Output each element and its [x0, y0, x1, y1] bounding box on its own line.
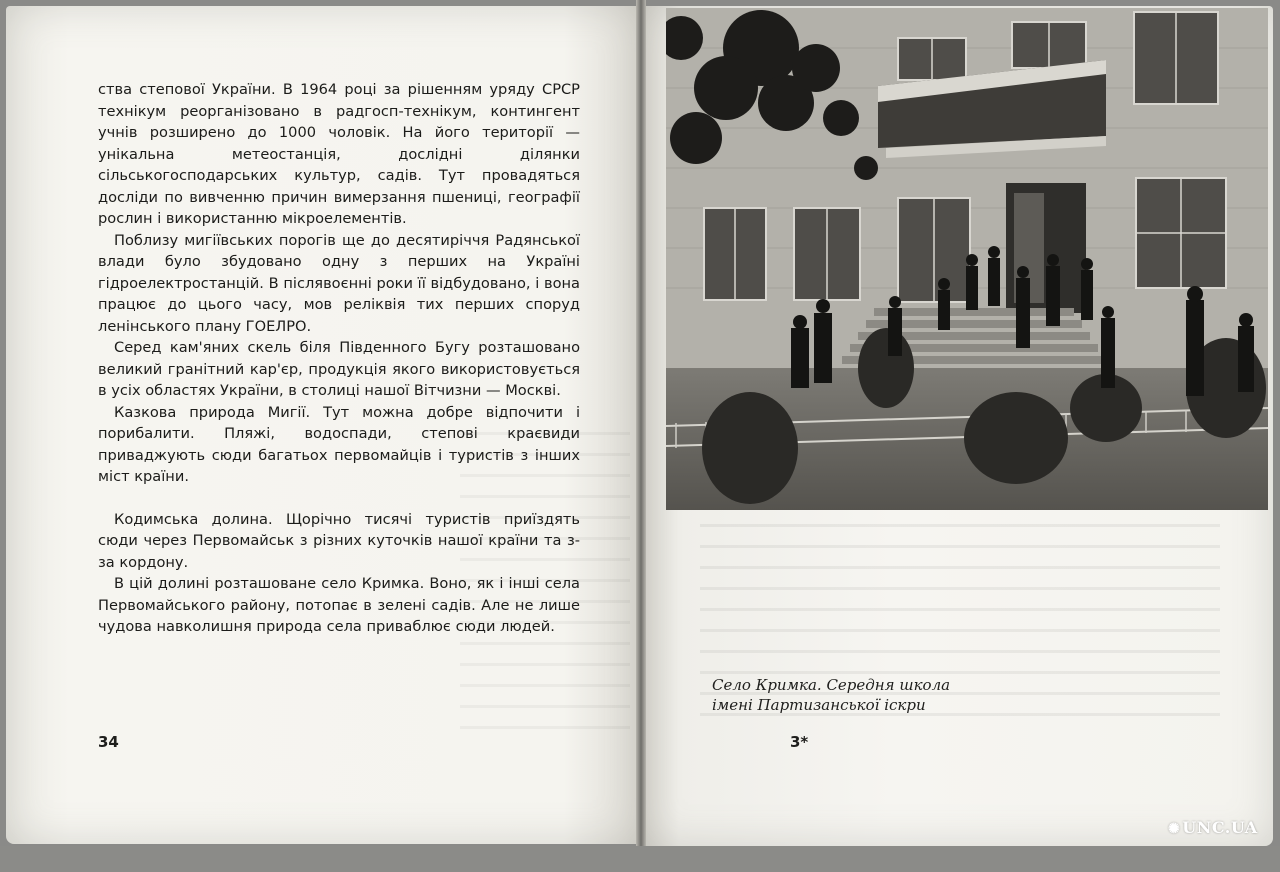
left-page-body-text	[98, 79, 580, 638]
paragraph: ства степової України. В 1964 році за рішенням уряду СРСР технікум реорганізовано в радгосп-технікум, контингент учнів розширено до 1000 чоловік. На його території — унікальна метеостанція, дослідні ділянки сільськогосподарських культур, садів. Тут провадяться досліди по вивченню причин вимерзання пшениці, географії рослин і використанню мікроелементів.	[98, 81, 580, 227]
photo-caption	[712, 675, 972, 715]
sun-icon: ✺	[1168, 821, 1181, 837]
paragraph: Серед кам'яних скель біля Південного Бугу розташовано великий гранітний кар'єр, продукція якого використовується в усіх областях України, в столиці нашої Вітчизни — Москві.	[98, 339, 580, 399]
page-number-left: 34	[98, 733, 119, 751]
site-watermark	[1168, 818, 1258, 837]
paragraph: Кодимська долина. Щорічно тисячі туристів приїздять сюди через Первомайськ з різних куточків нашої країни та з-за кордону.	[98, 510, 580, 571]
caption-line-1: Село Кримка. Середня школа	[712, 676, 951, 694]
watermark-text: UNC.UA	[1182, 818, 1258, 837]
book-spine	[636, 0, 646, 848]
paragraph: Поблизу мигіївських порогів ще до десятиріччя Радянської влади було збудовано одну з перших на Україні гідроелектростанцій. В післявоєнні роки її відбудовано, і вона працює до цього часу, мов реліквія тих перших споруд ленінського плану ГОЕЛРО.	[98, 231, 580, 335]
school-photo	[666, 8, 1268, 510]
school-photo-illustration	[666, 8, 1268, 510]
paragraph: В цій долині розташоване село Кримка. Воно, як і інші села Первомайського району, потопає в зелені садів. Але не лише чудова навколишня природа села приваблює сюди людей.	[98, 575, 580, 635]
page-number-right: 3*	[790, 733, 809, 751]
caption-line-2: імені Партизанської іскри	[712, 696, 926, 714]
scan-bottom-edge	[0, 846, 1280, 872]
paragraph: Казкова природа Мигії. Тут можна добре відпочити і порибалити. Пляжі, водоспади, степові краєвиди приваджують сюди багатьох первомайців і туристів з інших міст країни.	[98, 403, 580, 485]
